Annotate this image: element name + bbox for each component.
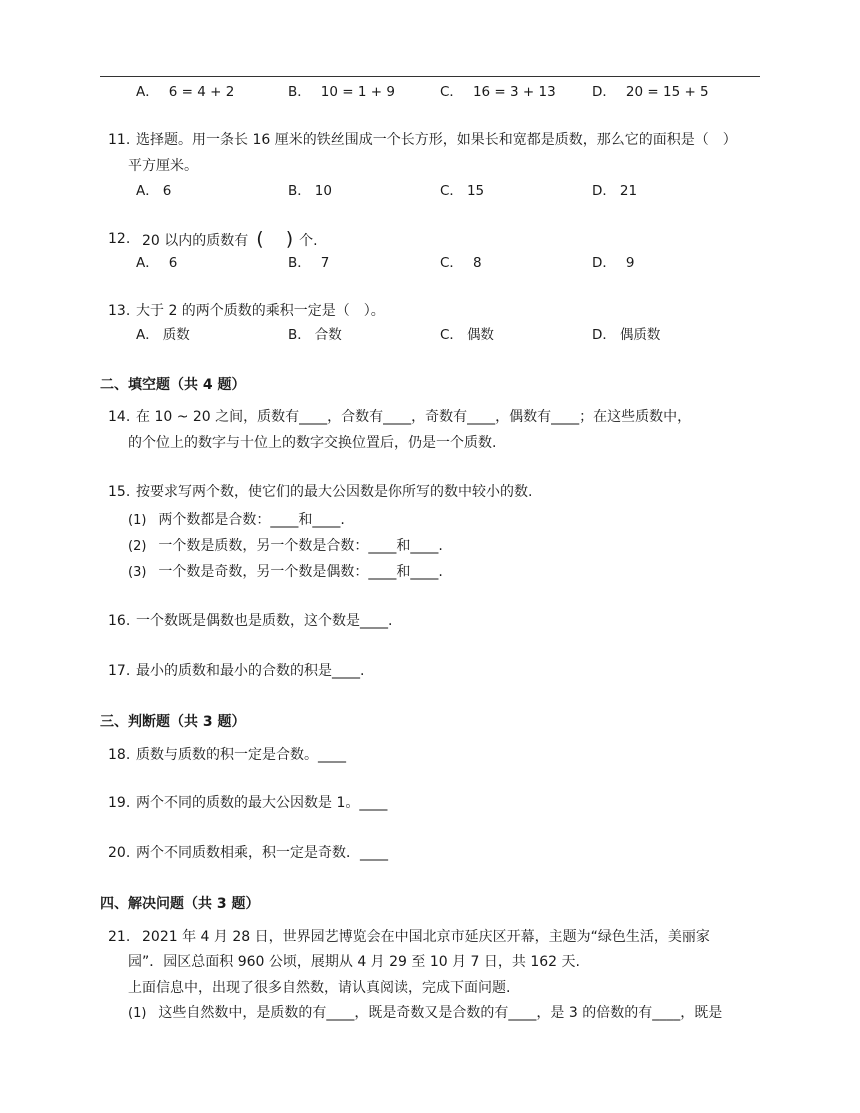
q15-sub-3: (3) 一个数是奇数，另一个数是偶数：____和____. <box>128 564 443 580</box>
q17-text: 最小的质数和最小的合数的积是____. <box>136 663 365 679</box>
q11-option-d[interactable]: D． 21 <box>592 183 638 199</box>
q10-option-b[interactable]: B． 10 = 1 + 9 <box>288 84 395 100</box>
q21-text-line2: 园”．园区总面积 960 公顷，展期从 4 月 29 至 10 月 7 日，共 162 天. <box>128 954 580 970</box>
q19-number: 19. <box>108 795 131 811</box>
q17-number: 17. <box>108 663 131 679</box>
q11-number: 11. <box>108 132 131 148</box>
q14-text-line2: 的个位上的数字与十位上的数字交换位置后，仍是一个质数. <box>128 435 497 451</box>
q15-sub-2: (2) 一个数是质数，另一个数是合数：____和____. <box>128 538 443 554</box>
q15-text: 按要求写两个数，使它们的最大公因数是你所写的数中较小的数. <box>136 484 533 500</box>
q19-text: 两个不同的质数的最大公因数是 1。____ <box>136 795 388 811</box>
q12-option-c[interactable]: C． 8 <box>440 255 482 271</box>
q12-option-d[interactable]: D． 9 <box>592 255 635 271</box>
q12-text: 20 以内的质数有 ( ) 个. <box>142 228 318 250</box>
q18-number: 18. <box>108 747 131 763</box>
q18-text: 质数与质数的积一定是合数。____ <box>136 747 346 763</box>
q14-number: 14. <box>108 409 131 425</box>
q11-text-line2: 平方厘米。 <box>128 158 198 174</box>
q10-option-d[interactable]: D． 20 = 15 + 5 <box>592 84 709 100</box>
q21-number: 21. <box>108 929 131 945</box>
q21-sub-1: (1) 这些自然数中，是质数的有____，既是奇数又是合数的有____，是 3 的倍数的有____，既是 <box>128 1005 723 1021</box>
q10-option-a[interactable]: A． 6 = 4 + 2 <box>136 84 235 100</box>
q20-text: 两个不同质数相乘，积一定是奇数．____ <box>136 845 388 861</box>
section-true-false-title: 三、判断题（共 3 题） <box>100 714 246 730</box>
section-problem-solving-title: 四、解决问题（共 3 题） <box>100 896 260 912</box>
q11-option-a[interactable]: A． 6 <box>136 183 172 199</box>
q21-text-line3: 上面信息中，出现了很多自然数，请认真阅读，完成下面问题. <box>128 980 511 996</box>
q16-text: 一个数既是偶数也是质数，这个数是____. <box>136 613 393 629</box>
q21-text-line1: 2021 年 4 月 28 日，世界园艺博览会在中国北京市延庆区开幕，主题为“绿色生活，美丽家 <box>142 929 710 945</box>
q13-text: 大于 2 的两个质数的乘积一定是（ ）。 <box>136 303 385 319</box>
q15-number: 15. <box>108 484 131 500</box>
q16-number: 16. <box>108 613 131 629</box>
q13-option-a[interactable]: A． 质数 <box>136 327 190 343</box>
q11-option-b[interactable]: B． 10 <box>288 183 332 199</box>
q13-option-d[interactable]: D． 偶质数 <box>592 327 661 343</box>
q10-option-c[interactable]: C． 16 = 3 + 13 <box>440 84 556 100</box>
q15-sub-1: (1) 两个数都是合数：____和____. <box>128 512 345 528</box>
q13-option-c[interactable]: C． 偶数 <box>440 327 494 343</box>
q20-number: 20. <box>108 845 131 861</box>
section-fill-in-title: 二、填空题（共 4 题） <box>100 377 246 393</box>
q13-option-b[interactable]: B． 合数 <box>288 327 342 343</box>
header-rule <box>100 76 760 77</box>
q11-text-line1: 选择题。用一条长 16 厘米的铁丝围成一个长方形，如果长和宽都是质数，那么它的面积是（ ） <box>136 132 737 148</box>
q12-option-a[interactable]: A． 6 <box>136 255 178 271</box>
q14-text-line1: 在 10 ~ 20 之间，质数有____，合数有____，奇数有____，偶数有____；在这些质数中， <box>136 409 692 425</box>
q13-number: 13. <box>108 303 131 319</box>
q12-number: 12. <box>108 231 131 247</box>
q11-option-c[interactable]: C． 15 <box>440 183 485 199</box>
q12-option-b[interactable]: B． 7 <box>288 255 330 271</box>
